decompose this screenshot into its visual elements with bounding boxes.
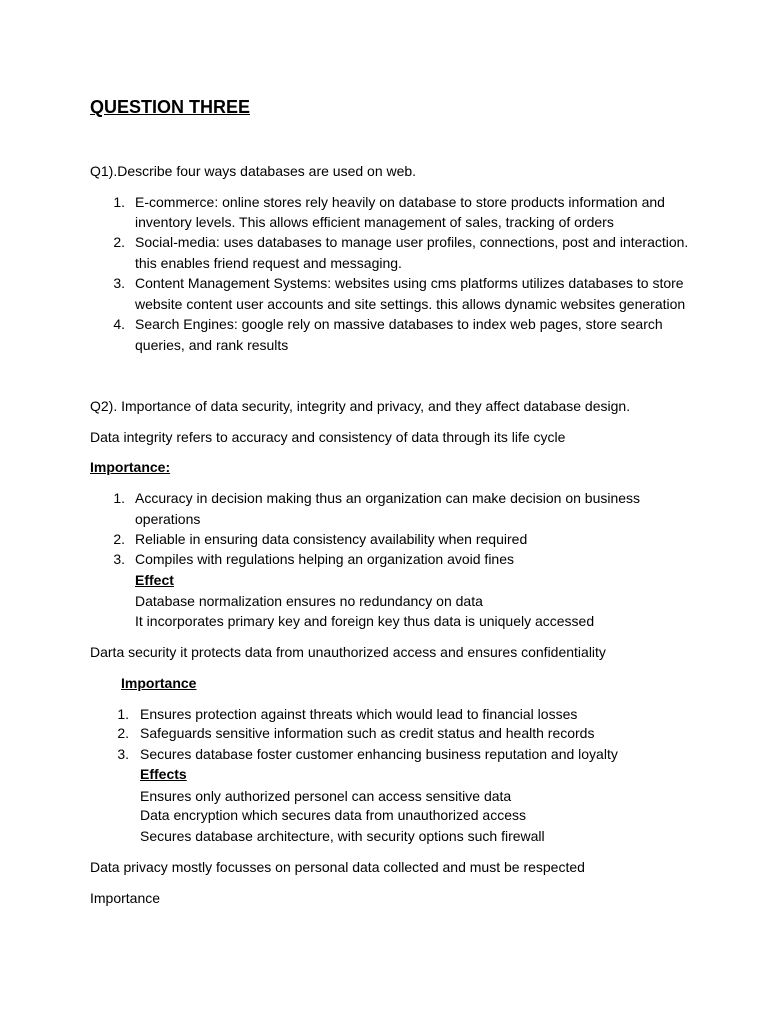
list-item-text: inventory levels. This allows efficient management of sales, tracking of orders [135, 214, 614, 230]
effect-text: Data encryption which secures data from unauthorized access [140, 807, 526, 823]
list-number: 3. [117, 746, 129, 762]
list-item-text: queries, and rank results [135, 337, 289, 353]
list-item-text: website content user accounts and site settings. this allows dynamic websites generation [135, 296, 686, 312]
page-title: QUESTION THREE [90, 97, 251, 117]
list-item-text: Ensures protection against threats which would lead to financial losses [140, 706, 578, 722]
list-item-text: Content Management Systems: websites using cms platforms utilizes databases to store [135, 275, 684, 291]
list-number: 1. [113, 490, 125, 506]
list-item-text: Safeguards sensitive information such as credit status and health records [140, 725, 595, 741]
list-number: 4. [113, 316, 125, 332]
integrity-importance-heading: Importance: [90, 459, 171, 475]
list-item-text: Compiles with regulations helping an organization avoid fines [135, 551, 515, 567]
list-number: 2. [113, 234, 125, 250]
list-number: 3. [113, 275, 125, 291]
security-importance-heading: Importance [121, 675, 197, 691]
effect-text: Ensures only authorized personel can access sensitive data [140, 788, 512, 804]
list-number: 1. [117, 706, 129, 722]
security-effects-heading: Effects [140, 766, 187, 782]
q2-question: Q2). Importance of data security, integrity and privacy, and they affect database design. [90, 398, 631, 414]
list-number: 2. [113, 531, 125, 547]
list-number: 1. [113, 194, 125, 210]
list-item-text: Secures database foster customer enhancing business reputation and loyalty [140, 746, 618, 762]
list-item-text: this enables friend request and messaging. [135, 255, 402, 271]
list-item-text: Accuracy in decision making thus an organization can make decision on business [135, 490, 641, 506]
list-item-text: Social-media: uses databases to manage user profiles, connections, post and interaction. [135, 234, 689, 250]
list-item-text: E-commerce: online stores rely heavily on database to store products information and [135, 194, 665, 210]
integrity-intro: Data integrity refers to accuracy and consistency of data through its life cycle [90, 429, 566, 445]
list-item-text: Search Engines: google rely on massive databases to index web pages, store search [135, 316, 663, 332]
security-intro: Darta security it protects data from unauthorized access and ensures confidentiality [90, 644, 606, 660]
list-item-text: operations [135, 511, 201, 527]
q1-question: Q1).Describe four ways databases are used on web. [90, 163, 417, 179]
effect-text: Database normalization ensures no redundancy on data [135, 593, 483, 609]
integrity-effect-heading: Effect [135, 572, 174, 588]
privacy-importance-heading: Importance [90, 890, 161, 906]
effect-text: Secures database architecture, with security options such firewall [140, 828, 545, 844]
list-number: 2. [117, 725, 129, 741]
list-number: 3. [113, 551, 125, 567]
privacy-intro: Data privacy mostly focusses on personal data collected and must be respected [90, 859, 585, 875]
effect-text: It incorporates primary key and foreign key thus data is uniquely accessed [135, 613, 595, 629]
list-item-text: Reliable in ensuring data consistency availability when required [135, 531, 528, 547]
